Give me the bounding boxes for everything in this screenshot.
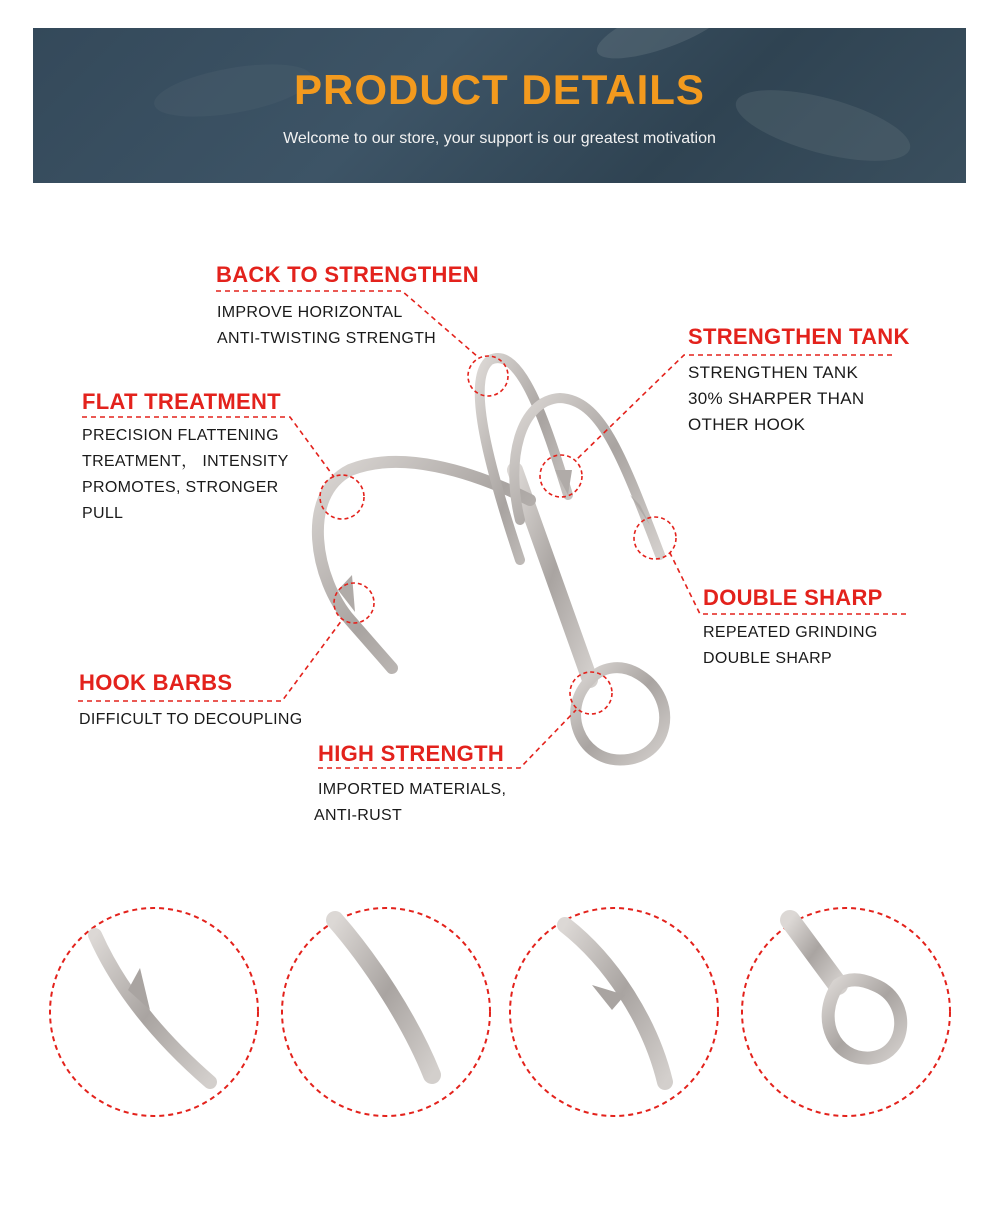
callout-line: OTHER HOOK [688, 415, 806, 434]
callout-line: IMPORTED MATERIALS, [318, 781, 507, 798]
detail-eye-circle [742, 908, 950, 1116]
callout-high-title: HIGH STRENGTH [318, 741, 505, 766]
callout-line: 30% SHARPER THAN [688, 389, 865, 408]
callout-back-text [217, 300, 436, 352]
page-title: PRODUCT DETAILS [294, 66, 705, 113]
callout-high-text [314, 777, 506, 829]
callout-line: IMPROVE HORIZONTAL [217, 304, 403, 321]
callout-flat-text [82, 423, 289, 527]
callout-line: PULL [82, 505, 124, 522]
callout-line: ANTI-TWISTING STRENGTH [217, 330, 437, 347]
callout-line: REPEATED GRINDING [703, 624, 878, 641]
callout-barbs-title: HOOK BARBS [79, 670, 233, 695]
callout-tank-text [688, 360, 864, 438]
callout-line: DOUBLE SHARP [703, 650, 832, 667]
callout-line: ANTI-RUST [314, 807, 403, 824]
callout-flat-title: FLAT TREATMENT [82, 389, 281, 414]
callout-double-text [703, 620, 878, 672]
callout-line: TREATMENT， INTENSITY [82, 453, 289, 470]
callout-line: STRENGTHEN TANK [688, 363, 859, 382]
detail-point-circle [282, 908, 490, 1116]
callout-line: DIFFICULT TO DECOUPLING [79, 711, 303, 728]
page-subtitle: Welcome to our store, your support is our greatest motivation [283, 130, 716, 147]
detail-barb-circle [50, 908, 258, 1116]
callout-line: PRECISION FLATTENING [82, 427, 279, 444]
callout-double-title: DOUBLE SHARP [703, 585, 883, 610]
detail-double-circle [510, 908, 718, 1116]
callout-tank-title: STRENGTHEN TANK [688, 324, 910, 349]
callout-barbs-text [79, 707, 303, 733]
callout-back-title: BACK TO STRENGTHEN [216, 262, 479, 287]
callout-line: PROMOTES, STRONGER [82, 479, 279, 496]
